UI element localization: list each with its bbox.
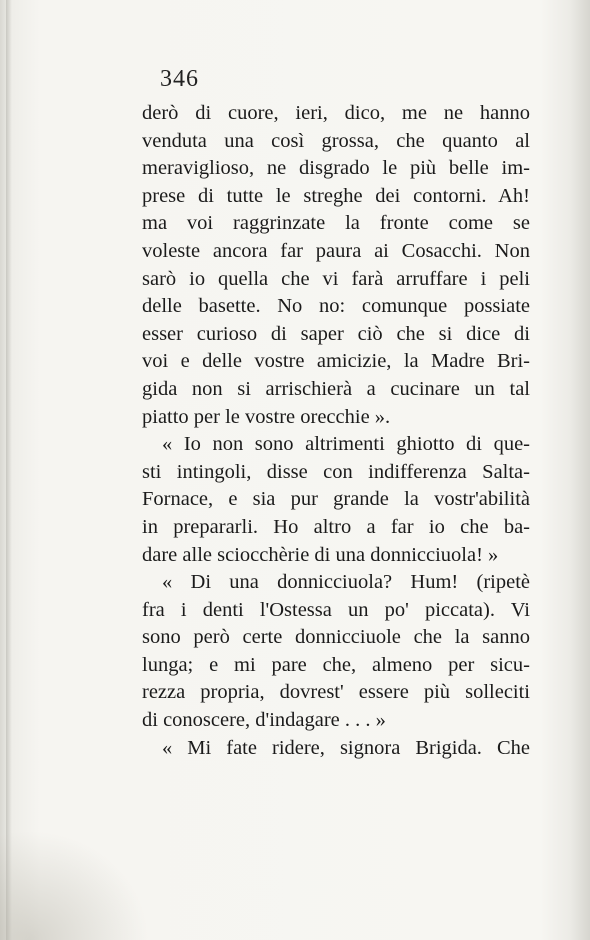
text-line: sono però certe donnicciuole che la sanno — [142, 626, 530, 649]
text-line: prese di tutte le streghe dei contorni. Ah! — [142, 184, 530, 207]
text-line: dare alle sciocchèrie di una donnicciuola! » — [142, 543, 499, 566]
text-line: rezza propria, dovrest' essere più solleciti — [142, 681, 530, 704]
page-text — [142, 100, 530, 762]
text-line: voleste ancora far paura ai Cosacchi. Non — [142, 239, 530, 262]
text-line: derò di cuore, ieri, dico, me ne hanno — [142, 102, 530, 124]
text-line: « Di una donnicciuola? Hum! (ripetè — [162, 571, 530, 594]
text-line: lunga; e mi pare che, almeno per sicu- — [142, 653, 530, 676]
text-line: esser curioso di saper ciò che si dice di — [142, 322, 530, 345]
text-line: voi e delle vostre amicizie, la Madre Bri- — [142, 350, 530, 373]
text-line: fra i denti l'Ostessa un po' piccata). Vi — [142, 598, 530, 621]
text-line: sarò io quella che vi farà arruffare i peli — [142, 267, 530, 290]
page-number: 346 — [160, 66, 199, 92]
text-line: sti intingoli, disse con indifferenza Salta- — [142, 460, 530, 483]
text-line: venduta una così grossa, che quanto al — [142, 129, 530, 152]
text-line: meraviglioso, ne disgrado le più belle im- — [142, 157, 530, 180]
text-line: in prepararli. Ho altro a far io che ba- — [142, 515, 530, 538]
text-line: di conoscere, d'indagare . . . » — [142, 709, 386, 732]
text-line: gida non si arrischierà a cucinare un tal — [142, 377, 530, 400]
text-line: piatto per le vostre orecchie ». — [142, 405, 391, 428]
text-line: Fornace, e sia pur grande la vostr'abilità — [142, 488, 530, 511]
text-line: « Mi fate ridere, signora Brigida. Che — [162, 736, 530, 759]
text-line: ma voi raggrinzate la fronte come se — [142, 212, 530, 235]
text-line: delle basette. No no: comunque possiate — [142, 295, 530, 318]
text-line: « Io non sono altrimenti ghiotto di que- — [162, 433, 530, 456]
